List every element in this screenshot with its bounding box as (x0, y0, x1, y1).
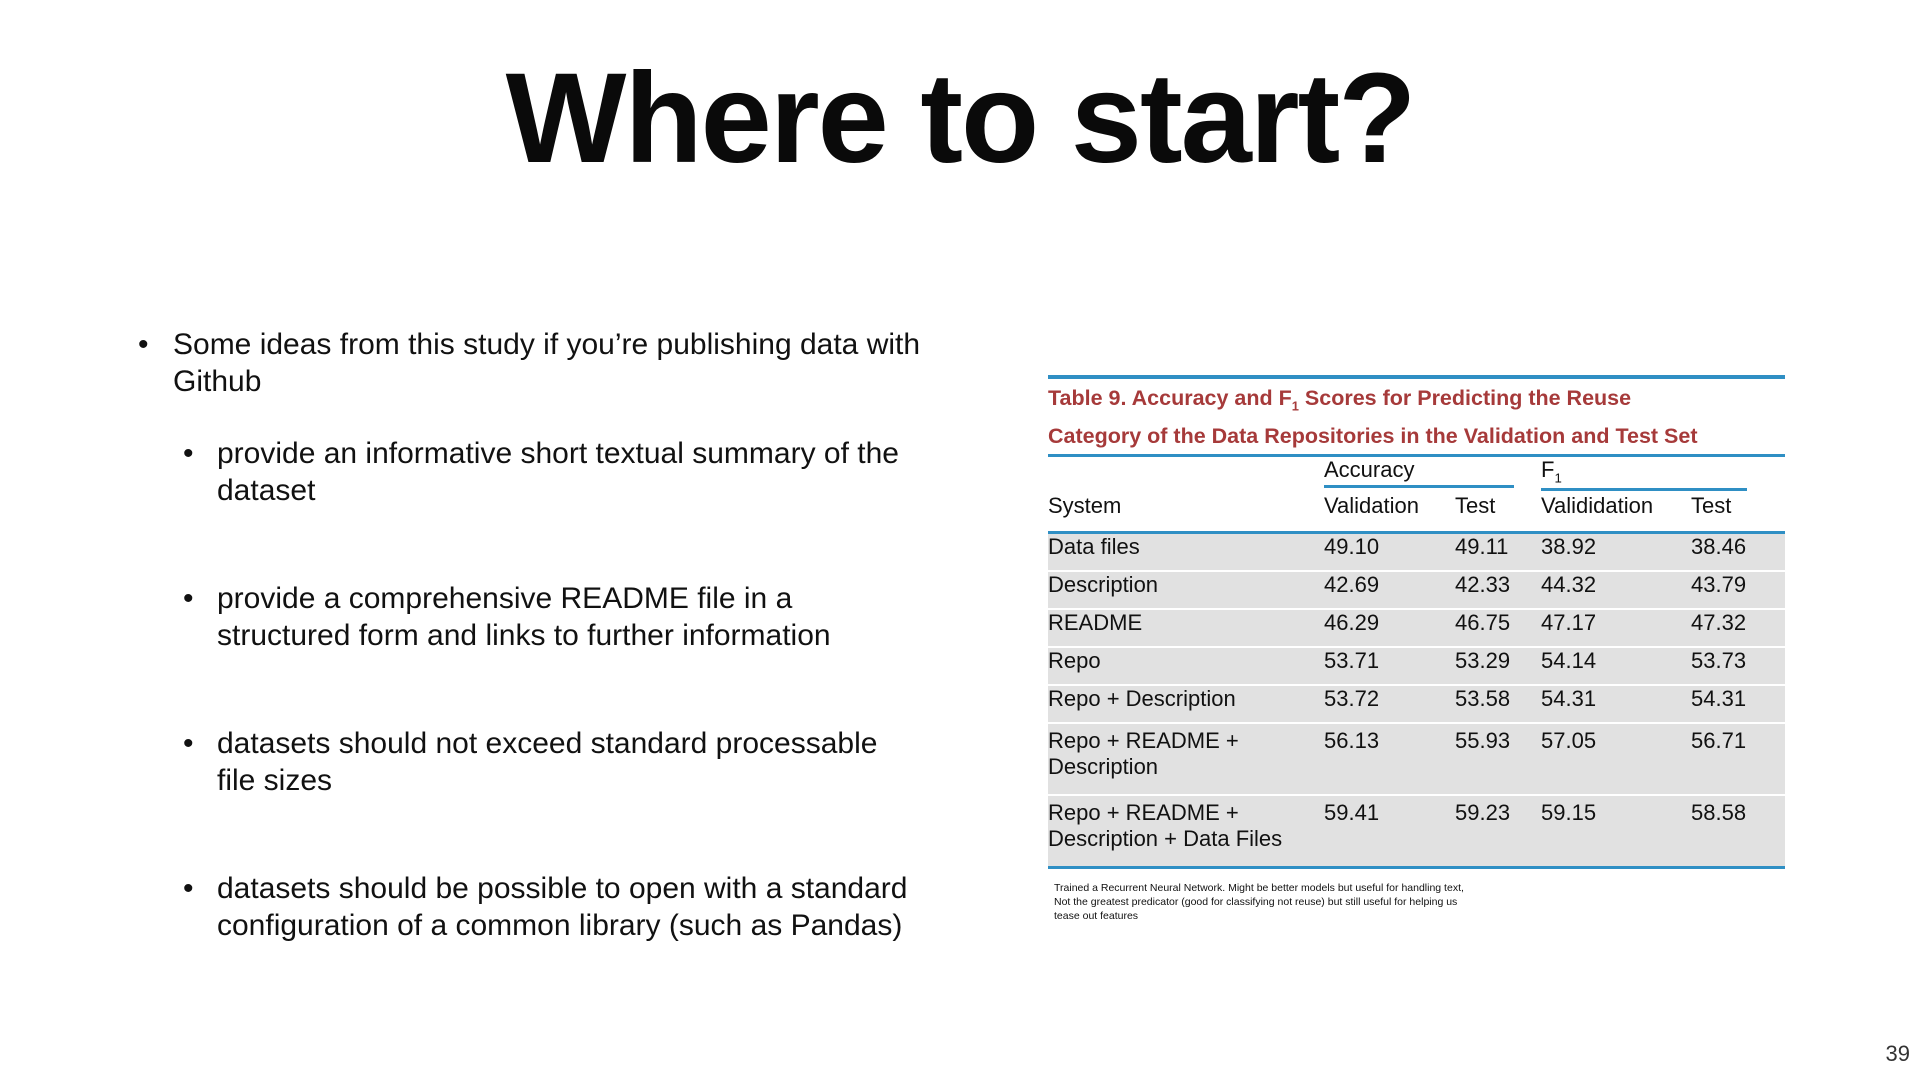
table-cell: 38.46 (1691, 534, 1785, 570)
table-cell: 56.13 (1324, 724, 1455, 794)
table-cell: 44.32 (1541, 572, 1691, 608)
table-cell: 38.92 (1541, 534, 1691, 570)
table-row (1048, 572, 1785, 608)
table-row (1048, 648, 1785, 684)
table-cell: 54.14 (1541, 648, 1691, 684)
table-cell: 57.05 (1541, 724, 1691, 794)
column-header: Test (1691, 493, 1732, 519)
table-cell: 42.69 (1324, 572, 1455, 608)
group-label (1541, 457, 1747, 490)
bullet-text: provide an informative short textual summary of the dataset (217, 437, 899, 507)
table-cell: 54.31 (1691, 686, 1785, 722)
results-table-figure (1048, 375, 1785, 923)
table-cell: 47.17 (1541, 610, 1691, 646)
group-header-f1 (1541, 457, 1785, 493)
bullet-dot: • (183, 582, 194, 615)
bullet-text: provide a comprehensive README file in a structured form and links to further information (217, 582, 831, 652)
results-table (1048, 457, 1785, 866)
system-line: Description + Data Files (1048, 826, 1283, 852)
table-cell: 59.41 (1324, 796, 1455, 866)
caption-part: Scores for Predicting the Reuse (1298, 386, 1632, 410)
table-row (1048, 796, 1785, 866)
table-cell: 54.31 (1541, 686, 1691, 722)
table-cell: Data files (1048, 534, 1324, 570)
system-line: Description (1048, 754, 1159, 780)
table-cell: 42.33 (1455, 572, 1541, 608)
table-cell: 53.73 (1691, 648, 1785, 684)
table-cell: 53.71 (1324, 648, 1455, 684)
table-cell (1048, 796, 1324, 866)
table-caption-line-2: Category of the Data Repositories in the Validation and Test Set (1048, 424, 1698, 449)
group-header-accuracy (1324, 457, 1541, 493)
table-row (1048, 534, 1785, 570)
bullet-text: Some ideas from this study if you’re publishing data with Github (173, 328, 921, 398)
table-cell: Repo (1048, 648, 1324, 684)
bullet-text: datasets should be possible to open with a standard configuration of a common library (such as Pandas) (217, 872, 908, 942)
table-cell: Description (1048, 572, 1324, 608)
table-cell: 49.10 (1324, 534, 1455, 570)
table-bottom-rule (1048, 866, 1785, 869)
table-note: Trained a Recurrent Neural Network. Might be better models but useful for handling text, Not the greatest predicator (good for classifying not reuse) but still useful for helping us tease out features (1054, 882, 1464, 923)
f1-subscript: 1 (1554, 470, 1562, 486)
column-header: Test (1455, 493, 1496, 519)
table-cell: 53.29 (1455, 648, 1541, 684)
table-cell: 43.79 (1691, 572, 1785, 608)
table-cell (1048, 724, 1324, 794)
table-cell: 46.75 (1455, 610, 1541, 646)
bullet-dot: • (183, 872, 194, 905)
column-header: System (1048, 493, 1122, 519)
table-caption-line-1 (1048, 383, 1785, 421)
table-cell: 59.15 (1541, 796, 1691, 866)
column-header: Validation (1324, 493, 1419, 519)
table-cell: 58.58 (1691, 796, 1785, 866)
table-cell: 53.58 (1455, 686, 1541, 722)
table-group-header-row (1048, 457, 1785, 493)
system-line: Repo + README + (1048, 800, 1239, 826)
table-row (1048, 610, 1785, 646)
table-cell: README (1048, 610, 1324, 646)
table-cell: 53.72 (1324, 686, 1455, 722)
bullet-dot: • (183, 437, 194, 470)
caption-subscript: 1 (1291, 398, 1299, 414)
table-header-row (1048, 493, 1785, 531)
system-line: Repo + README + (1048, 728, 1239, 754)
bullet-dot: • (138, 328, 149, 361)
bullet-dot: • (183, 727, 194, 760)
column-header: Valididation (1541, 493, 1654, 519)
table-cell: 46.29 (1324, 610, 1455, 646)
page-number: 39 (1885, 1041, 1910, 1066)
table-row (1048, 724, 1785, 794)
table-cell (1048, 457, 1324, 493)
table-row (1048, 686, 1785, 722)
table-cell: 55.93 (1455, 724, 1541, 794)
group-label: Accuracy (1324, 457, 1514, 488)
table-cell: 59.23 (1455, 796, 1541, 866)
table-caption (1048, 379, 1785, 452)
table-cell: Repo + Description (1048, 686, 1324, 722)
bullet-text: datasets should not exceed standard processable file sizes (217, 727, 878, 797)
f1-letter: F (1541, 457, 1555, 483)
slide-title: Where to start? (505, 47, 1415, 190)
table-cell: 49.11 (1455, 534, 1541, 570)
caption-part: Table 9. Accuracy and F (1048, 386, 1292, 410)
table-cell: 56.71 (1691, 724, 1785, 794)
table-cell: 47.32 (1691, 610, 1785, 646)
